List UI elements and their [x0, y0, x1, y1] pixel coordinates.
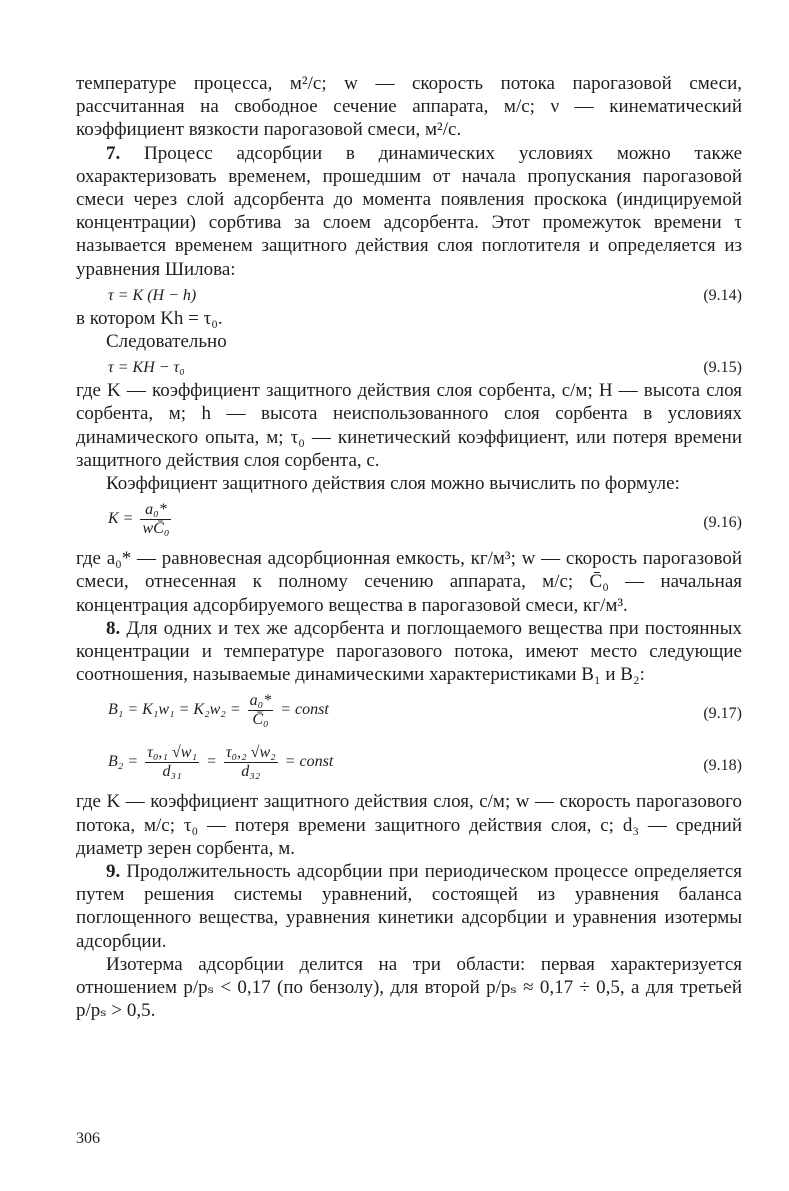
item-number-7: 7.	[106, 142, 121, 164]
paragraph-definitions-3: где K — коэффициент защитного действия слоя, с/м; w — скорость парогазового потока, м/с; τ₀ — потеря времени защитного действия слоя, с; d₃ — средний диаметр зерен сорбента, м.	[76, 791, 742, 859]
equation-9-16-fraction	[140, 501, 171, 538]
equation-9-18-denominator-2: d₃₂	[241, 763, 261, 781]
equation-9-17-lhs: B₁ = K₁w₁ = K₂w₂ =	[108, 701, 241, 719]
equation-9-18-fraction-1	[145, 744, 199, 781]
paragraph-1: температуре процесса, м²/с; w — скорость потока парогазовой смеси, рассчитанная на свободное сечение аппарата, м/с; ν — кинематический коэффициент вязкости парогазовой смеси, м²/с.	[76, 73, 742, 141]
equation-9-17-fraction	[248, 692, 274, 729]
equation-9-18	[76, 738, 742, 790]
equation-9-18-equals: =	[206, 753, 217, 771]
paragraph-7-text: Процесс адсорбции в динамических условиях можно также охарактеризовать временем, прошедшим от начала пропускания парогазовой смеси через слой адсорбента до момента появления проскока (индицируемой концентрации) сорбтива за слоем адсорбента. Этот промежуток времени τ называется временем защитного действия слоя поглотителя и определяется из уравнения Шилова:	[76, 142, 742, 280]
equation-9-14-formula: τ = K (H − h)	[108, 286, 197, 304]
equation-9-16-numerator: a₀*	[140, 501, 171, 520]
equation-9-18-rhs: = const	[284, 753, 334, 771]
equation-9-15	[76, 353, 742, 379]
item-number-9: 9.	[106, 861, 121, 883]
equation-9-17-denominator: C̄₀	[252, 711, 269, 729]
equation-9-16	[76, 495, 742, 547]
equation-9-16-number: (9.16)	[703, 514, 742, 532]
page-number: 306	[76, 1130, 100, 1147]
equation-9-17	[76, 686, 742, 738]
equation-9-18-lhs: B₂ =	[108, 753, 139, 771]
equation-9-16-lhs: K =	[108, 510, 134, 528]
equation-9-17-numerator: a₀*	[249, 692, 272, 710]
paragraph-isotherm: Изотерма адсорбции делится на три области: первая характеризуется отношением p/pₛ < 0,17 (по бензолу), для второй p/pₛ ≈ 0,17 ÷ 0,5, а для третьей p/pₛ > 0,5.	[76, 953, 742, 1022]
equation-9-14-number: (9.14)	[703, 286, 742, 304]
equation-9-18-numerator-2: τ₀,₂ √w₂	[225, 744, 276, 762]
equation-9-16-denominator: wC̄₀	[142, 520, 170, 538]
equation-9-18-number: (9.18)	[703, 757, 742, 775]
equation-9-18-formula	[108, 744, 333, 781]
paragraph-7	[76, 142, 742, 281]
equation-9-15-formula: τ = KH − τ₀	[108, 359, 185, 377]
paragraph-kh: в котором Kh = τ₀.	[76, 307, 223, 329]
paragraph-9	[76, 860, 742, 953]
equation-9-18-fraction-2	[224, 744, 278, 781]
paragraph-8	[76, 617, 742, 687]
equation-9-16-formula	[108, 501, 174, 538]
paragraph-8-text: Для одних и тех же адсорбента и поглощаемого вещества при постоянных концентрации и температуре парогазового потока, имеют место следующие соотношения, называемые динамическими характеристиками B₁ и B₂:	[76, 617, 742, 686]
paragraph-9-text: Продолжительность адсорбции при периодическом процессе определяется путем решения системы уравнений, состоящей из уравнения баланса поглощенного вещества, уравнения кинетики адсорбции и уравнения изотермы адсорбции.	[76, 861, 742, 952]
paragraph-hence: Следовательно	[106, 331, 227, 353]
paragraph-coefficient: Коэффициент защитного действия слоя можно вычислить по формуле:	[106, 473, 680, 495]
equation-9-17-number: (9.17)	[703, 705, 742, 723]
paragraph-definitions-1: где K — коэффициент защитного действия слоя сорбента, с/м; H — высота слоя сорбента, м; h — высота неиспользованного слоя сорбента в условиях динамического опыта, м; τ₀ — кинетический коэффициент, или потеря времени защитного действия слоя сорбента, с.	[76, 380, 742, 471]
equation-9-15-number: (9.15)	[703, 359, 742, 377]
equation-9-18-denominator-1: d₃₁	[162, 763, 182, 781]
paragraph-definitions-2: где a₀* — равновесная адсорбционная емкость, кг/м³; w — скорость парогазовой смеси, отнесенная к полному сечению аппарата, м/с; C̄₀ — начальная концентрация адсорбируемого вещества в парогазовой смеси, кг/м³.	[76, 548, 742, 616]
equation-9-17-formula	[108, 692, 329, 729]
text-block	[76, 72, 742, 1023]
item-number-8: 8.	[106, 617, 121, 639]
equation-9-14	[76, 281, 742, 307]
equation-9-18-numerator-1: τ₀,₁ √w₁	[147, 744, 198, 762]
equation-9-17-rhs: = const	[280, 701, 329, 719]
